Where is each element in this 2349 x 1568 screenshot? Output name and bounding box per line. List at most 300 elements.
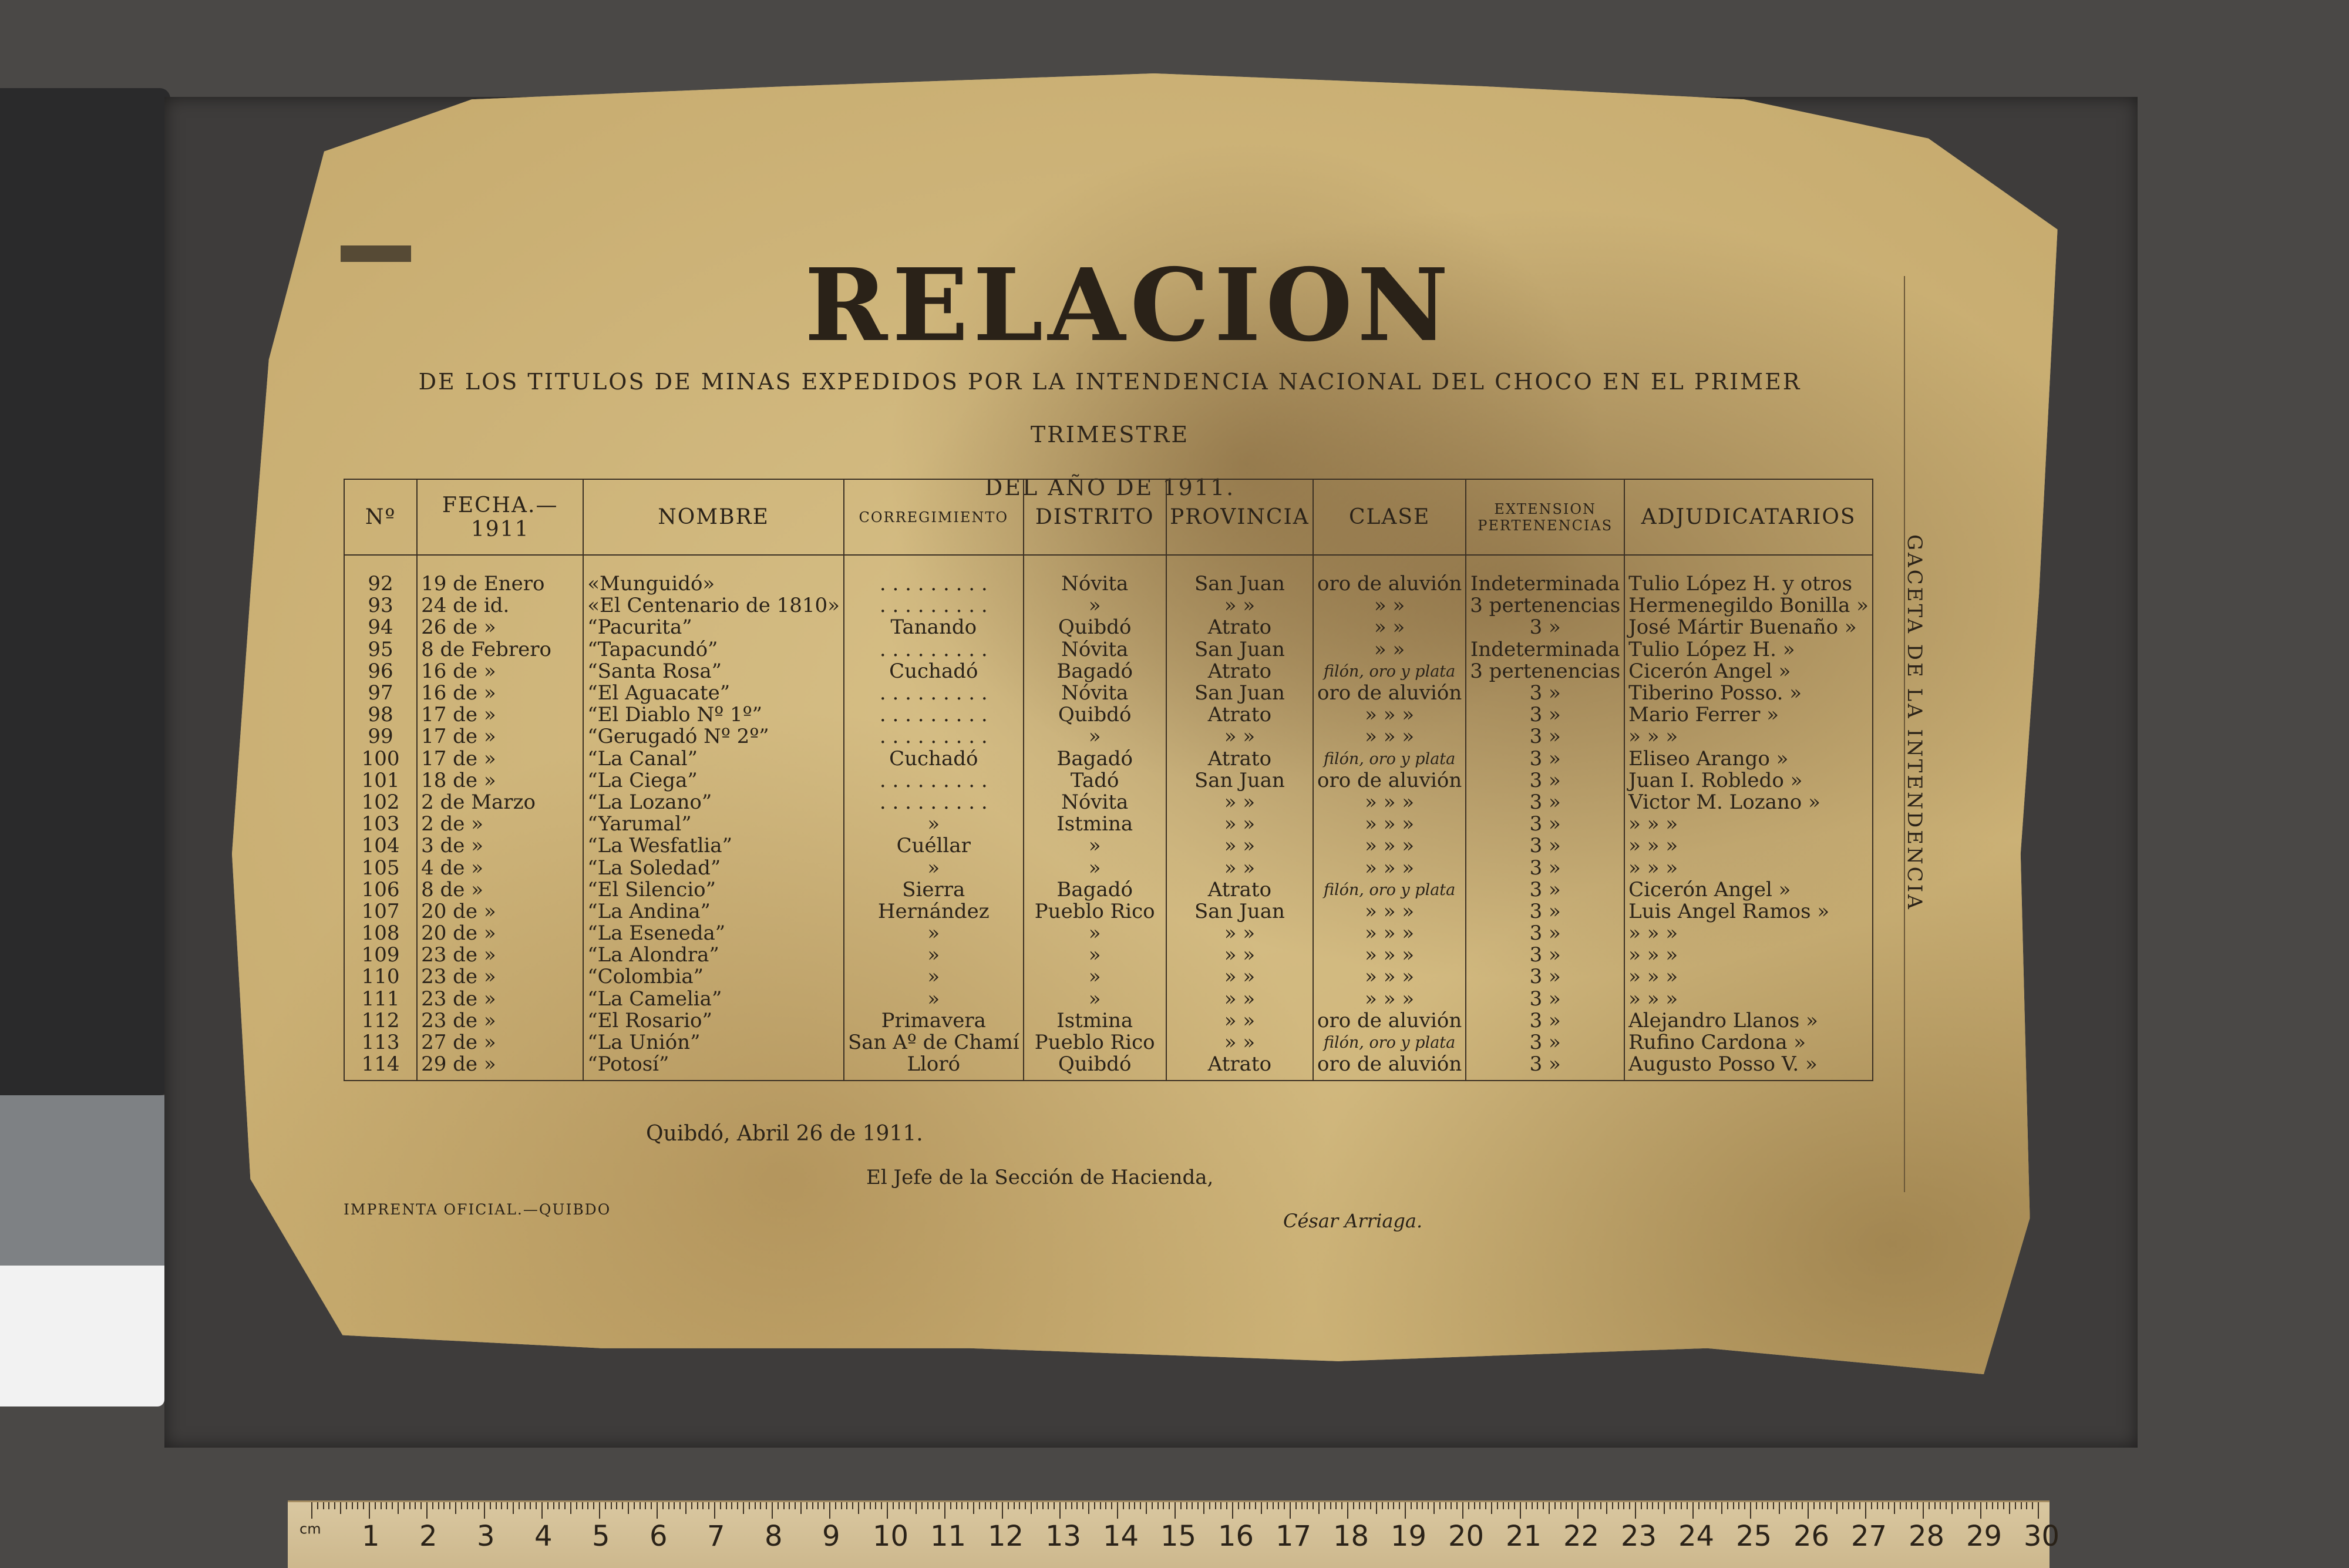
cell-nombre: “La Soledad” <box>583 857 844 879</box>
ruler-number: 25 <box>1736 1520 1772 1553</box>
cell-fecha: 23 de » <box>417 1010 583 1032</box>
cell-extension: 3 » <box>1466 792 1624 813</box>
cell-fecha: 26 de » <box>417 617 583 638</box>
cell-corregimiento: Sierra <box>844 879 1024 901</box>
cell-provincia: » » <box>1166 923 1313 944</box>
ruler-minor-tick <box>979 1502 980 1509</box>
cell-nombre: «El Centenario de 1810» <box>583 595 844 617</box>
cell-adjudicatario: » » » <box>1624 988 1873 1010</box>
ruler-minor-tick <box>334 1502 335 1509</box>
cell-no: 114 <box>344 1054 417 1081</box>
ruler-minor-tick <box>1163 1502 1164 1509</box>
ruler-minor-tick <box>1335 1502 1337 1509</box>
ruler-minor-tick <box>1779 1502 1780 1514</box>
ruler-minor-tick <box>1330 1502 1331 1509</box>
cell-nombre: “La Canal” <box>583 748 844 770</box>
ruler-minor-tick <box>1215 1502 1216 1509</box>
ruler-minor-tick <box>490 1502 491 1509</box>
cell-extension: 3 » <box>1466 944 1624 966</box>
cell-clase: oro de aluvión <box>1313 1010 1466 1032</box>
cell-nombre: “La Alondra” <box>583 944 844 966</box>
ruler-minor-tick <box>1100 1502 1101 1509</box>
table-row <box>344 661 1873 682</box>
ruler-minor-tick <box>1600 1502 1601 1509</box>
ruler-number: 4 <box>534 1520 553 1553</box>
side-gaceta-text: GACETA DE LA INTENDENCIA <box>1903 534 1926 911</box>
cell-no: 99 <box>344 726 417 748</box>
ruler-minor-tick <box>398 1502 399 1514</box>
cell-fecha: 3 de » <box>417 835 583 857</box>
cell-clase: » » » <box>1313 857 1466 879</box>
table-row <box>344 704 1873 726</box>
ruler-minor-tick <box>1670 1502 1671 1509</box>
cell-provincia: Atrato <box>1166 704 1313 726</box>
cell-clase: filón, oro y plata <box>1313 879 1466 901</box>
ruler-minor-tick <box>1836 1502 1838 1514</box>
ruler-minor-tick <box>817 1502 819 1509</box>
ruler-minor-tick <box>1295 1502 1297 1509</box>
ruler-number: 2 <box>419 1520 438 1553</box>
ink-stamp-mark <box>341 245 411 262</box>
ruler-minor-tick <box>1054 1502 1055 1509</box>
cell-fecha: 17 de » <box>417 748 583 770</box>
header-extension: EXTENSION PERTENENCIAS <box>1466 479 1624 555</box>
ruler-number: 17 <box>1276 1520 1312 1553</box>
ruler-minor-tick <box>496 1502 497 1509</box>
ruler-minor-tick <box>1129 1502 1130 1509</box>
ruler-tick <box>1692 1502 1694 1519</box>
cell-corregimiento: » <box>844 966 1024 988</box>
ruler-minor-tick <box>720 1502 721 1509</box>
ruler-minor-tick <box>961 1502 963 1509</box>
ruler-minor-tick <box>685 1502 686 1514</box>
cell-adjudicatario: » » » <box>1624 966 1873 988</box>
ruler-minor-tick <box>1146 1502 1147 1514</box>
ruler-minor-tick <box>352 1502 353 1509</box>
ruler-minor-tick <box>1071 1502 1072 1509</box>
ruler-minor-tick <box>1048 1502 1049 1509</box>
ruler-minor-tick <box>1370 1502 1371 1509</box>
cell-extension: 3 » <box>1466 835 1624 857</box>
ruler-minor-tick <box>507 1502 508 1509</box>
ruler-minor-tick <box>1543 1502 1544 1509</box>
ruler-minor-tick <box>1791 1502 1792 1509</box>
cell-extension: 3 » <box>1466 770 1624 792</box>
ruler-number: 10 <box>873 1520 909 1553</box>
table-row <box>344 748 1873 770</box>
cell-extension: Indeterminada <box>1466 639 1624 661</box>
table-row <box>344 944 1873 966</box>
ruler-minor-tick <box>1756 1502 1757 1509</box>
ruler-minor-tick <box>536 1502 537 1509</box>
cell-distrito: » <box>1024 923 1166 944</box>
ruler-minor-tick <box>472 1502 473 1509</box>
ruler-minor-tick <box>1848 1502 1849 1509</box>
cell-no: 92 <box>344 555 417 595</box>
ruler-minor-tick <box>622 1502 623 1509</box>
ruler-minor-tick <box>749 1502 750 1509</box>
cell-corregimiento: San Aº de Chamí <box>844 1032 1024 1054</box>
ruler-minor-tick <box>1497 1502 1498 1509</box>
ruler-minor-tick <box>1767 1502 1768 1509</box>
ruler-minor-tick <box>1076 1502 1078 1509</box>
ruler-minor-tick <box>1951 1502 1953 1514</box>
ruler-minor-tick <box>455 1502 456 1514</box>
cell-adjudicatario: Rufino Cardona » <box>1624 1032 1873 1054</box>
cell-clase: » » » <box>1313 726 1466 748</box>
ruler-tick <box>829 1502 830 1519</box>
ruler-minor-tick <box>1273 1502 1274 1509</box>
cell-no: 96 <box>344 661 417 682</box>
ruler-minor-tick <box>363 1502 364 1509</box>
ruler-minor-tick <box>1641 1502 1642 1509</box>
ruler-minor-tick <box>1894 1502 1895 1514</box>
cell-adjudicatario: » » » <box>1624 813 1873 835</box>
ruler-minor-tick <box>1911 1502 1912 1509</box>
ruler-minor-tick <box>1554 1502 1556 1509</box>
cell-corregimiento: » <box>844 813 1024 835</box>
ruler-number: 26 <box>1793 1520 1830 1553</box>
cell-no: 102 <box>344 792 417 813</box>
cell-no: 110 <box>344 966 417 988</box>
cell-no: 107 <box>344 901 417 923</box>
ruler-minor-tick <box>1606 1502 1607 1514</box>
cell-corregimiento: . . . . . . . . . <box>844 682 1024 704</box>
ruler-minor-tick <box>1474 1502 1475 1509</box>
cell-no: 101 <box>344 770 417 792</box>
cell-nombre: “El Aguacate” <box>583 682 844 704</box>
cell-nombre: “El Silencio” <box>583 879 844 901</box>
ruler-minor-tick <box>737 1502 738 1509</box>
cell-adjudicatario: » » » <box>1624 835 1873 857</box>
cell-clase: » » » <box>1313 944 1466 966</box>
ruler-number: 15 <box>1160 1520 1197 1553</box>
header-nombre: NOMBRE <box>583 479 844 555</box>
cell-corregimiento: Tanando <box>844 617 1024 638</box>
footer-signature: César Arriaga. <box>1283 1210 1423 1232</box>
ruler-minor-tick <box>409 1502 410 1509</box>
ruler-minor-tick <box>1503 1502 1504 1509</box>
ruler-minor-tick <box>1508 1502 1509 1509</box>
cell-nombre: «Munguidó» <box>583 555 844 595</box>
cell-nombre: “Colombia” <box>583 966 844 988</box>
cell-nombre: “La Unión” <box>583 1032 844 1054</box>
cell-provincia: » » <box>1166 792 1313 813</box>
ruler-minor-tick <box>640 1502 641 1509</box>
ruler-tick <box>1290 1502 1291 1519</box>
ruler-tick <box>426 1502 428 1519</box>
ruler-minor-tick <box>778 1502 779 1509</box>
header-clase: CLASE <box>1313 479 1466 555</box>
ruler-minor-tick <box>858 1502 859 1514</box>
ruler-minor-tick <box>519 1502 520 1509</box>
ruler-number: 5 <box>592 1520 610 1553</box>
cell-corregimiento: Hernández <box>844 901 1024 923</box>
ruler-minor-tick <box>864 1502 865 1509</box>
ruler-minor-tick <box>1140 1502 1141 1509</box>
ruler-minor-tick <box>1968 1502 1970 1509</box>
cell-adjudicatario: Tulio López H. y otros <box>1624 555 1873 595</box>
ruler-minor-tick <box>1997 1502 1998 1509</box>
cell-corregimiento: » <box>844 857 1024 879</box>
cell-nombre: “La Ciega” <box>583 770 844 792</box>
cell-adjudicatario: Juan I. Robledo » <box>1624 770 1873 792</box>
ruler-number: 28 <box>1909 1520 1945 1553</box>
cell-extension: 3 » <box>1466 1032 1624 1054</box>
subtitle-line-1: DE LOS TITULOS DE MINAS EXPEDIDOS POR LA INTENDENCIA NACIONAL DEL CHOCO EN EL PRIMER TRIMESTRE <box>418 369 1802 447</box>
cell-no: 113 <box>344 1032 417 1054</box>
cell-nombre: “El Rosario” <box>583 1010 844 1032</box>
cell-no: 104 <box>344 835 417 857</box>
footer-imprenta: IMPRENTA OFICIAL.—QUIBDO <box>344 1201 611 1218</box>
ruler-minor-tick <box>1209 1502 1210 1509</box>
ruler-number: 6 <box>649 1520 668 1553</box>
cell-clase: » » » <box>1313 835 1466 857</box>
ruler-minor-tick <box>524 1502 526 1509</box>
cell-provincia: » » <box>1166 726 1313 748</box>
ruler-minor-tick <box>1261 1502 1262 1514</box>
ruler-minor-tick <box>1359 1502 1360 1509</box>
header-adjudicatarios: ADJUDICATARIOS <box>1624 479 1873 555</box>
cell-provincia: » » <box>1166 857 1313 879</box>
ruler-minor-tick <box>1589 1502 1590 1509</box>
ruler-unit: cm <box>299 1520 321 1537</box>
footer-date: Quibdó, Abril 26 de 1911. <box>646 1122 923 1146</box>
ruler-minor-tick <box>1411 1502 1412 1509</box>
dark-swatch <box>0 88 170 1095</box>
ruler-minor-tick <box>1065 1502 1066 1509</box>
ruler-minor-tick <box>691 1502 692 1509</box>
ruler-tick <box>1117 1502 1118 1519</box>
cell-distrito: Bagadó <box>1024 879 1166 901</box>
ruler-minor-tick <box>1388 1502 1389 1509</box>
ruler-tick <box>484 1502 485 1519</box>
ruler-minor-tick <box>760 1502 761 1509</box>
ruler-minor-tick <box>1532 1502 1533 1509</box>
ruler-minor-tick <box>328 1502 329 1509</box>
ruler-minor-tick <box>403 1502 405 1509</box>
cell-nombre: “La Eseneda” <box>583 923 844 944</box>
ruler-minor-tick <box>1192 1502 1193 1509</box>
ruler-minor-tick <box>1238 1502 1239 1509</box>
ruler-minor-tick <box>553 1502 554 1509</box>
ruler-minor-tick <box>1658 1502 1659 1509</box>
cell-provincia: » » <box>1166 944 1313 966</box>
cell-corregimiento: Lloró <box>844 1054 1024 1081</box>
cell-distrito: Istmina <box>1024 813 1166 835</box>
ruler-number: 20 <box>1448 1520 1485 1553</box>
table-row <box>344 879 1873 901</box>
header-fecha: FECHA.—1911 <box>417 479 583 555</box>
cell-clase: » » » <box>1313 988 1466 1010</box>
mining-titles-table <box>344 479 1873 1081</box>
cell-clase: » » <box>1313 595 1466 617</box>
ruler-minor-tick <box>1560 1502 1561 1509</box>
ruler-minor-tick <box>1255 1502 1256 1509</box>
ruler-minor-tick <box>1859 1502 1860 1509</box>
cell-fecha: 8 de » <box>417 879 583 901</box>
ruler-minor-tick <box>564 1502 566 1509</box>
ruler-tick <box>1635 1502 1636 1519</box>
ruler-minor-tick <box>2021 1502 2022 1509</box>
cell-no: 103 <box>344 813 417 835</box>
ruler-minor-tick <box>800 1502 802 1514</box>
ruler-minor-tick <box>1762 1502 1763 1509</box>
ruler-minor-tick <box>2009 1502 2010 1514</box>
ruler-minor-tick <box>933 1502 934 1509</box>
ruler-number: 30 <box>2024 1520 2060 1553</box>
cell-distrito: Nóvita <box>1024 555 1166 595</box>
ruler-minor-tick <box>1180 1502 1182 1509</box>
cell-provincia: Atrato <box>1166 748 1313 770</box>
ruler-minor-tick <box>812 1502 813 1509</box>
ruler-minor-tick <box>1566 1502 1567 1509</box>
cell-fecha: 18 de » <box>417 770 583 792</box>
ruler-minor-tick <box>570 1502 571 1514</box>
cell-clase: filón, oro y plata <box>1313 748 1466 770</box>
ruler-minor-tick <box>702 1502 704 1509</box>
ruler-minor-tick <box>950 1502 951 1509</box>
cell-nombre: “La Camelia” <box>583 988 844 1010</box>
ruler-minor-tick <box>1882 1502 1883 1509</box>
cell-distrito: » <box>1024 595 1166 617</box>
ruler-number: 18 <box>1333 1520 1369 1553</box>
ruler-minor-tick <box>921 1502 923 1509</box>
ruler-minor-tick <box>467 1502 468 1509</box>
cell-extension: 3 » <box>1466 1054 1624 1081</box>
ruler-minor-tick <box>1014 1502 1015 1509</box>
cell-fecha: 23 de » <box>417 966 583 988</box>
ruler-minor-tick <box>985 1502 986 1509</box>
cell-adjudicatario: Alejandro Llanos » <box>1624 1010 1873 1032</box>
ruler-minor-tick <box>1929 1502 1930 1509</box>
cell-fecha: 20 de » <box>417 901 583 923</box>
cell-provincia: » » <box>1166 966 1313 988</box>
ruler-minor-tick <box>1439 1502 1441 1509</box>
table-row <box>344 1032 1873 1054</box>
ruler-minor-tick <box>645 1502 646 1509</box>
cell-fecha: 23 de » <box>417 988 583 1010</box>
ruler-tick <box>1405 1502 1406 1519</box>
cell-extension: 3 » <box>1466 988 1624 1010</box>
ruler-tick <box>1059 1502 1061 1519</box>
ruler-number: 19 <box>1391 1520 1427 1553</box>
cell-corregimiento: » <box>844 988 1024 1010</box>
table-row <box>344 835 1873 857</box>
ruler-minor-tick <box>743 1502 744 1514</box>
ruler-number: 21 <box>1506 1520 1542 1553</box>
document-title: RELACION <box>805 247 1453 364</box>
cell-distrito: Tadó <box>1024 770 1166 792</box>
ruler-minor-tick <box>1986 1502 1987 1509</box>
ruler-minor-tick <box>1830 1502 1832 1509</box>
ruler-minor-tick <box>340 1502 341 1514</box>
table-row <box>344 988 1873 1010</box>
ruler-minor-tick <box>1031 1502 1032 1514</box>
cell-extension: 3 pertenencias <box>1466 595 1624 617</box>
measurement-ruler <box>288 1500 2060 1568</box>
table-header-row <box>344 479 1873 555</box>
cell-provincia: » » <box>1166 813 1313 835</box>
ruler-minor-tick <box>967 1502 968 1509</box>
ruler-minor-tick <box>910 1502 911 1509</box>
cell-fecha: 23 de » <box>417 944 583 966</box>
cell-provincia: » » <box>1166 1010 1313 1032</box>
ruler-minor-tick <box>1456 1502 1458 1509</box>
cell-nombre: “Gerugadó Nº 2º” <box>583 726 844 748</box>
cell-distrito: » <box>1024 944 1166 966</box>
ruler-minor-tick <box>628 1502 629 1514</box>
cell-no: 93 <box>344 595 417 617</box>
cell-clase: » » <box>1313 617 1466 638</box>
ruler-minor-tick <box>841 1502 842 1509</box>
ruler-minor-tick <box>938 1502 940 1509</box>
ruler-number: 24 <box>1678 1520 1715 1553</box>
cell-extension: 3 pertenencias <box>1466 661 1624 682</box>
cell-no: 105 <box>344 857 417 879</box>
cell-provincia: San Juan <box>1166 901 1313 923</box>
cell-adjudicatario: Tulio López H. » <box>1624 639 1873 661</box>
ruler-minor-tick <box>1957 1502 1958 1509</box>
ruler-minor-tick <box>1036 1502 1038 1509</box>
ruler-minor-tick <box>1842 1502 1843 1509</box>
ruler-minor-tick <box>1629 1502 1630 1509</box>
cell-fecha: 20 de » <box>417 923 583 944</box>
footer-jefe: El Jefe de la Sección de Hacienda, <box>866 1166 1214 1189</box>
cell-corregimiento: . . . . . . . . . <box>844 792 1024 813</box>
table-row <box>344 770 1873 792</box>
ruler-minor-tick <box>1382 1502 1383 1509</box>
cell-clase: oro de aluvión <box>1313 555 1466 595</box>
ruler-minor-tick <box>1652 1502 1653 1509</box>
ruler-tick <box>1462 1502 1463 1519</box>
ruler-minor-tick <box>1583 1502 1584 1509</box>
ruler-minor-tick <box>1715 1502 1717 1509</box>
cell-corregimiento: . . . . . . . . . <box>844 639 1024 661</box>
ruler-minor-tick <box>973 1502 974 1514</box>
ruler-minor-tick <box>593 1502 594 1509</box>
ruler-minor-tick <box>697 1502 698 1509</box>
ruler-minor-tick <box>1888 1502 1889 1509</box>
ruler-minor-tick <box>1226 1502 1227 1509</box>
cell-extension: 3 » <box>1466 966 1624 988</box>
ruler-minor-tick <box>731 1502 732 1509</box>
ruler-minor-tick <box>1773 1502 1774 1509</box>
ruler-minor-tick <box>852 1502 853 1509</box>
cell-extension: 3 » <box>1466 617 1624 638</box>
cell-provincia: Atrato <box>1166 617 1313 638</box>
cell-no: 97 <box>344 682 417 704</box>
ruler-minor-tick <box>1416 1502 1418 1509</box>
cell-no: 109 <box>344 944 417 966</box>
ruler-minor-tick <box>432 1502 433 1509</box>
ruler-minor-tick <box>823 1502 824 1509</box>
ruler-number: 16 <box>1218 1520 1254 1553</box>
cell-provincia: » » <box>1166 988 1313 1010</box>
cell-extension: 3 » <box>1466 682 1624 704</box>
cell-adjudicatario: José Mártir Buenaño » <box>1624 617 1873 638</box>
ruler-minor-tick <box>1244 1502 1245 1509</box>
ruler-minor-tick <box>1445 1502 1446 1509</box>
cell-adjudicatario: Augusto Posso V. » <box>1624 1054 1873 1081</box>
ruler-minor-tick <box>806 1502 807 1509</box>
ruler-minor-tick <box>1284 1502 1285 1509</box>
cell-adjudicatario: Tiberino Posso. » <box>1624 682 1873 704</box>
cell-nombre: “Potosí” <box>583 1054 844 1081</box>
ruler-tick <box>1923 1502 1924 1519</box>
ruler-number: 9 <box>822 1520 840 1553</box>
ruler-minor-tick <box>726 1502 727 1509</box>
